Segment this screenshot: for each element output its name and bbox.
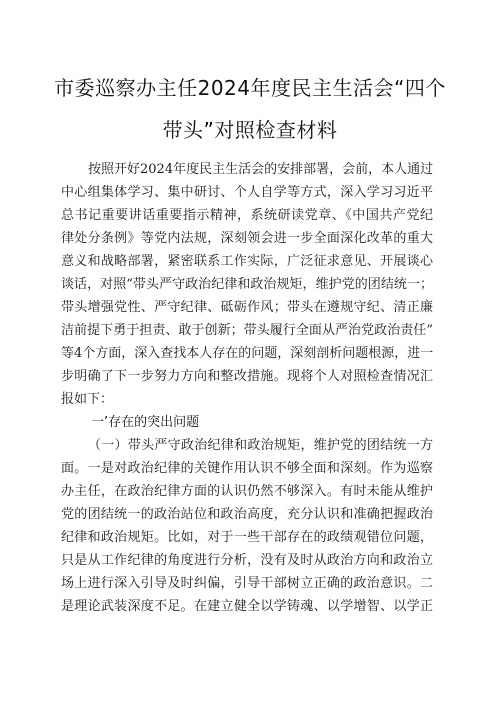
intro-line: 等4个方面，深入查找本人存在的问题，深刻剖析问题根源，进一 bbox=[61, 346, 434, 361]
document-title-line-2: 带头”对照检查材料 bbox=[162, 118, 338, 142]
section-line: 办主任，在政治纪律方面的认识仍然不够深入。有时未能从维护 bbox=[61, 484, 433, 499]
intro-line: 按照开好2024年度民主生活会的安排部署，会前，本人通过 bbox=[88, 162, 434, 177]
intro-line: 报如下： bbox=[61, 392, 114, 407]
section-line: 只是从工作纪律的角度进行分析，没有及时从政治方向和政治立 bbox=[61, 553, 433, 568]
intro-line: 步明确了下一步努力方向和整改措施。现将个人对照检查情况汇 bbox=[61, 369, 433, 384]
section-line: 场上进行深入引导及时纠偏，引导干部树立正确的政治意识。二 bbox=[61, 576, 433, 591]
intro-line: 中心组集体学习、集中研讨、个人自学等方式，深入学习习近平 bbox=[61, 185, 433, 200]
section-line: 党的团结统一的政治站位和政治高度，充分认识和准确把握政治 bbox=[61, 507, 433, 522]
section-line: （一）带头严守政治纪律和政治规矩，维护党的团结统一方 bbox=[88, 438, 433, 453]
section-line: 面。一是对政治纪律的关键作用认识不够全面和深刻。作为巡察 bbox=[61, 461, 433, 476]
document-title-line-1: 市委巡察办主任2024年度民主生活会“四个 bbox=[54, 76, 446, 100]
intro-line: 带头增强党性、严守纪律、砥砺作风；带头在遵规守纪、清正廉 bbox=[61, 300, 433, 315]
intro-line: 意义和战略部署，紧密联系工作实际，广泛征求意见、开展谈心 bbox=[61, 254, 433, 269]
intro-line: 谈话，对照“带头严守政治纪律和政治规矩，维护党的团结统一； bbox=[61, 277, 433, 292]
section-heading: 一’存在的突出问题 bbox=[91, 415, 200, 430]
intro-line: 律处分条例》等党内法规，深刻领会进一步全面深化改革的重大 bbox=[61, 231, 433, 246]
section-line: 纪律和政治规矩。比如，对于一些干部存在的政绩观错位问题， bbox=[61, 530, 433, 545]
intro-line: 洁前提下勇于担责、敢于创新；带头履行全面从严治党政治责任” bbox=[61, 323, 433, 338]
intro-line: 总书记重要讲话重要指示精神，系统研读党章、《中国共产党纪 bbox=[61, 208, 433, 223]
section-line: 是理论武装深度不足。在建立健全以学铸魂、以学增智、以学正 bbox=[61, 599, 433, 614]
